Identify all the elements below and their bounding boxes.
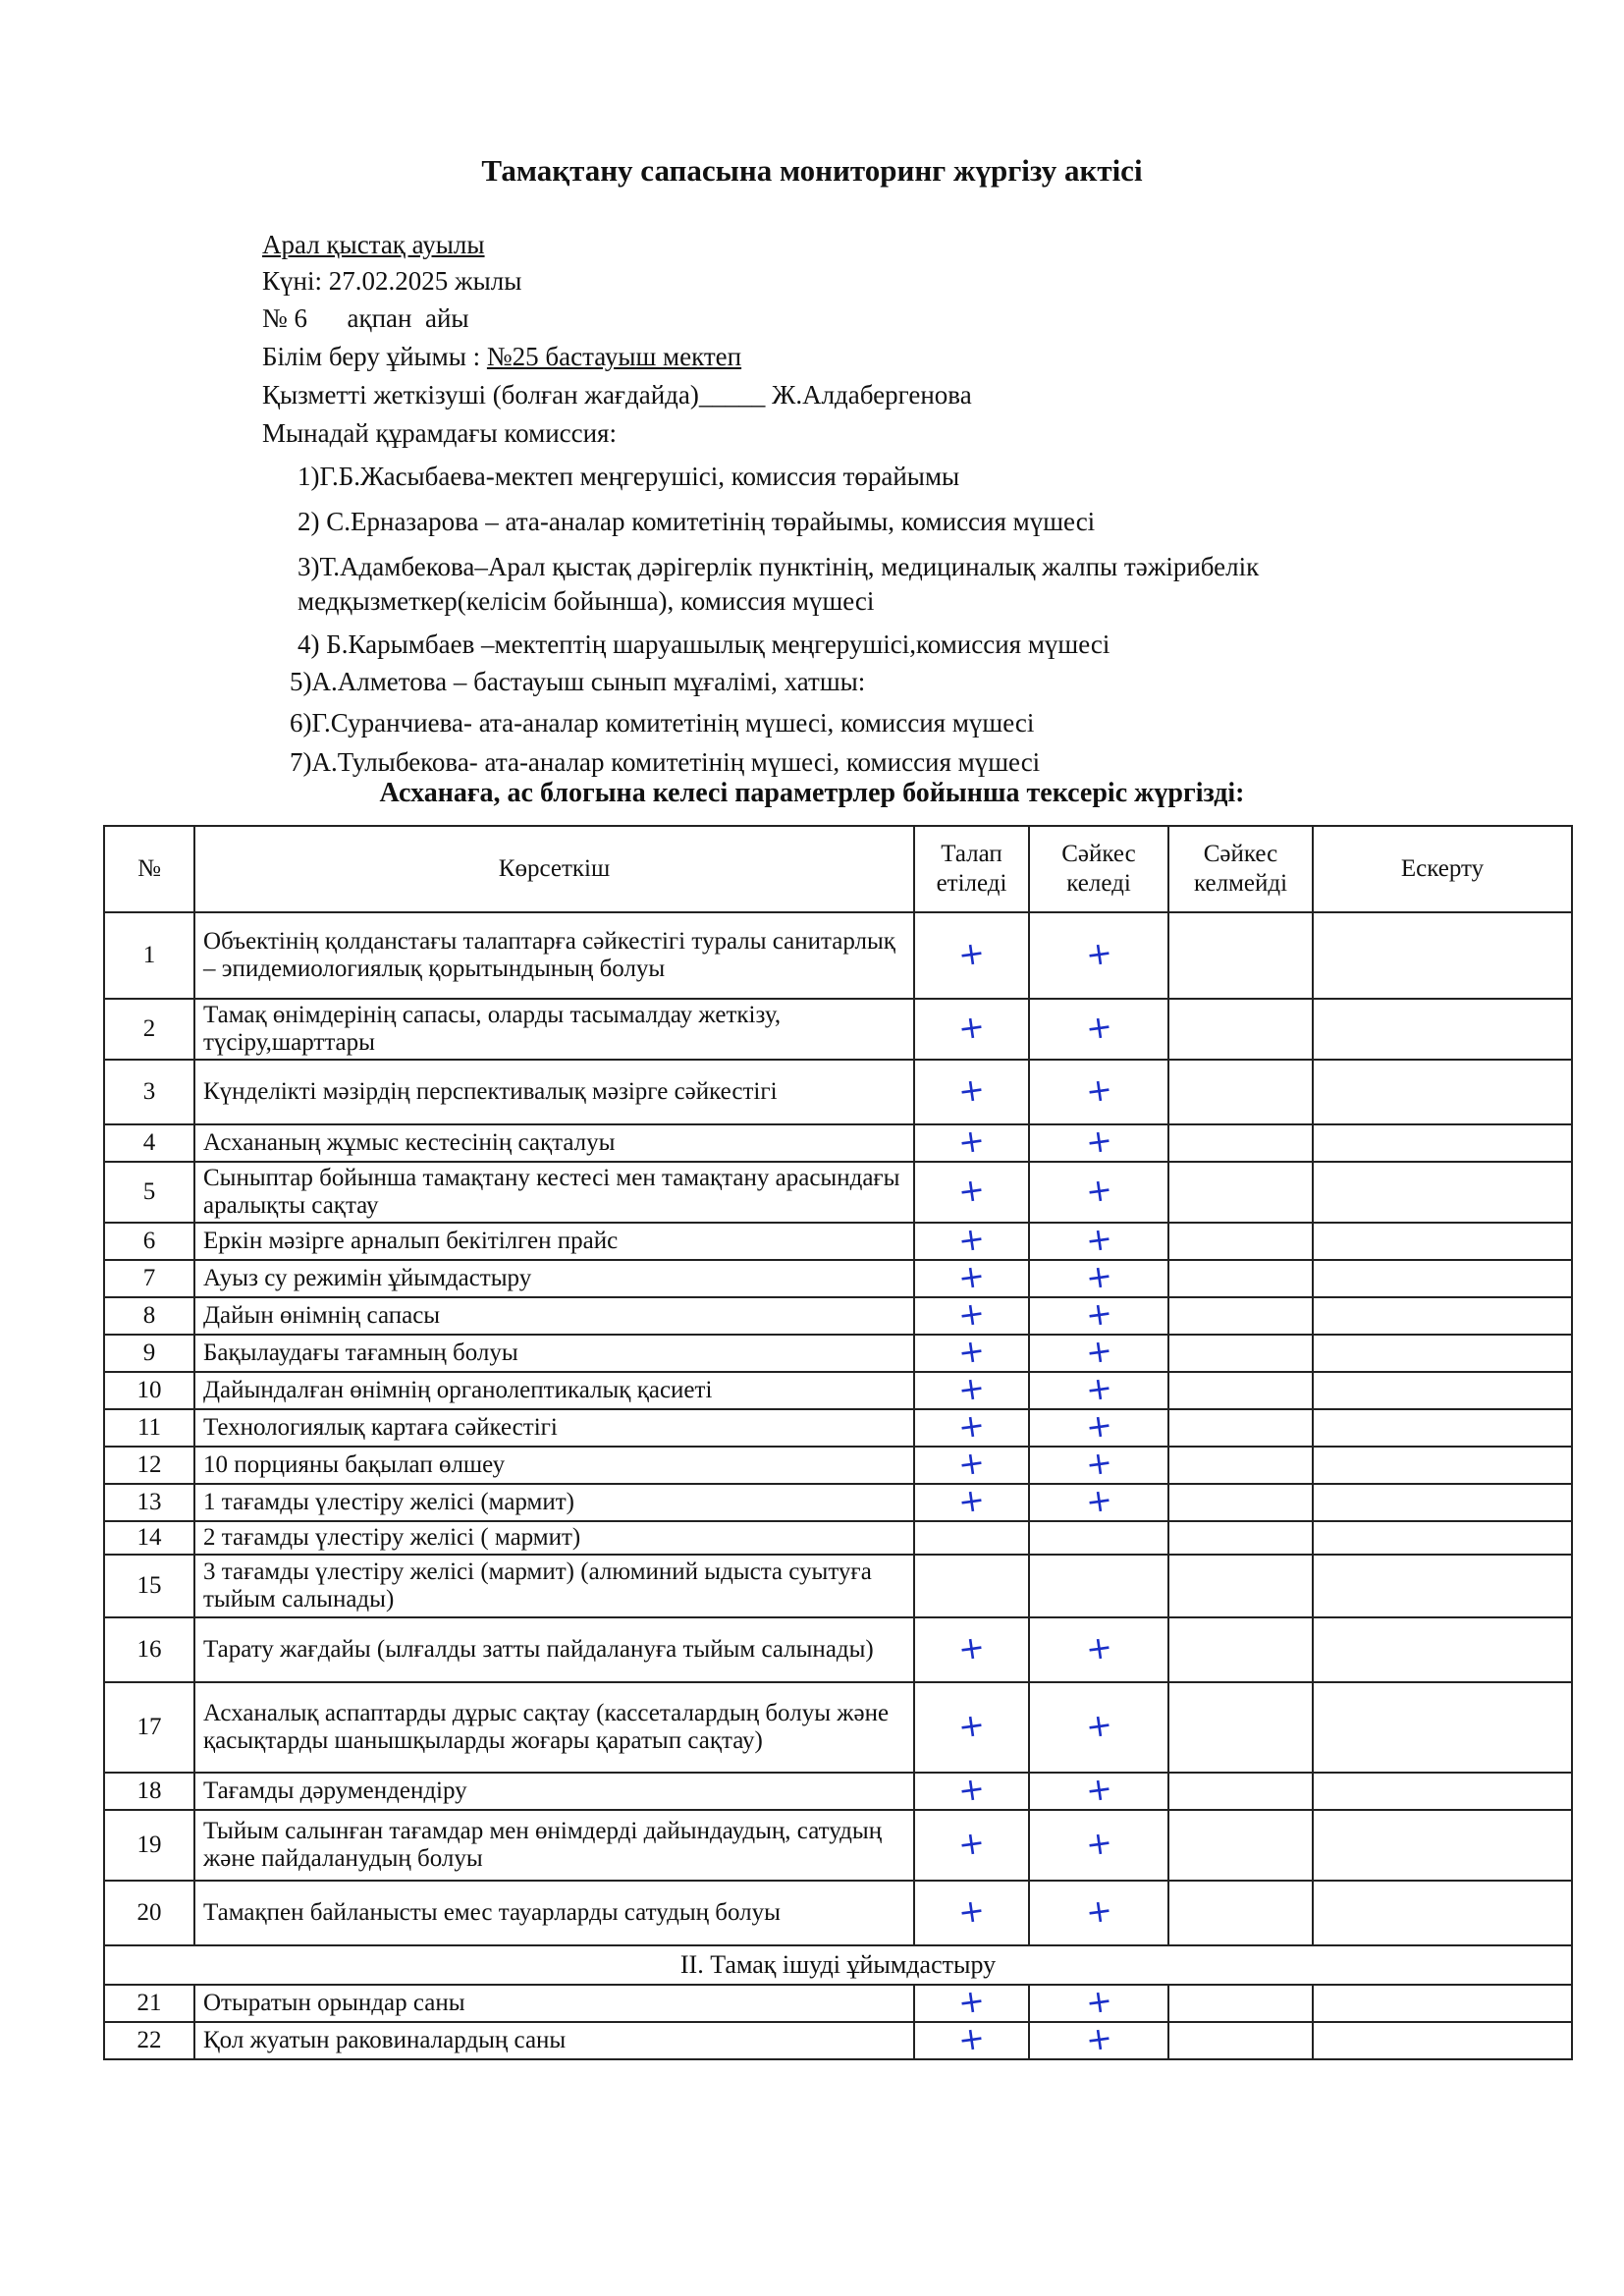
noncompliant-cell [1168,1810,1313,1881]
note-cell [1313,999,1572,1060]
indicator-text: Бақылаудағы тағамның болуы [194,1335,914,1372]
noncompliant-cell [1168,1447,1313,1484]
row-number: 4 [104,1124,194,1162]
handwritten-plus-mark: + [955,1823,988,1864]
commission-member: 6)Г.Суранчиева- ата-аналар комитетінің мүшесі, комиссия мүшесі [290,708,1035,738]
handwritten-plus-mark: + [1083,1331,1114,1372]
note-cell [1313,1223,1572,1260]
table-row [104,1060,1572,1124]
indicator-text: Технологиялық картаға сәйкестігі [194,1409,914,1447]
compliant-cell [1029,1555,1168,1617]
handwritten-plus-mark: + [1083,1823,1114,1864]
row-number: 20 [104,1881,194,1945]
required-cell [914,912,1029,999]
row-number: 13 [104,1484,194,1521]
table-row [104,1409,1572,1447]
note-cell [1313,1682,1572,1773]
note-cell [1313,1409,1572,1447]
compliant-cell [1029,999,1168,1060]
handwritten-plus-mark: + [1083,1705,1114,1746]
noncompliant-cell [1168,1881,1313,1945]
col-header-indicator: Көрсеткіш [194,826,914,912]
handwritten-plus-mark: + [1083,1627,1114,1668]
row-number: 2 [104,999,194,1060]
indicator-text: Дайындалған өнімнің органолептикалық қасиеті [194,1372,914,1409]
handwritten-plus-mark: + [955,1069,988,1111]
note-cell [1313,1162,1572,1223]
handwritten-plus-mark: + [1083,933,1114,974]
compliant-cell [1029,2018,1168,2059]
required-cell [914,1060,1029,1124]
commission-member: 3)Т.Адамбекова–Арал қыстақ дәрігерлік пунктінің, медициналық жалпы тәжірибелік [298,552,1260,581]
required-cell [914,1293,1029,1335]
noncompliant-cell [1168,1555,1313,1617]
table-row [104,1260,1572,1297]
required-cell [914,1981,1029,2022]
handwritten-plus-mark: + [1083,2018,1114,2059]
commission-member: 2) С.Ерназарова – ата-аналар комитетінің төрайымы, комиссия мүшесі [298,507,1096,536]
note-cell [1313,1773,1572,1810]
handwritten-plus-mark: + [955,1331,988,1372]
required-cell [914,1555,1029,1617]
handwritten-plus-mark: + [1083,1769,1114,1810]
noncompliant-cell [1168,912,1313,999]
handwritten-plus-mark: + [955,1443,988,1484]
indicator-text: Сыныптар бойынша тамақтану кестесі мен тамақтану арасындағы аралықты сақтау [194,1162,914,1223]
handwritten-plus-mark: + [955,1368,988,1409]
note-cell [1313,2022,1572,2059]
col-header-required: Талап етіледі [914,826,1029,912]
organization-line [262,341,741,372]
indicator-text: Тамақпен байланысты емес тауарларды сатудың болуы [194,1881,914,1945]
indicator-text: Отыратын орындар саны [194,1985,914,2022]
handwritten-plus-mark: + [955,933,988,974]
handwritten-plus-mark: + [955,1256,988,1297]
compliant-cell [1029,1769,1168,1810]
table-header-row [104,826,1572,912]
note-cell [1313,1335,1572,1372]
noncompliant-cell [1168,1521,1313,1555]
table-row [104,1335,1572,1372]
row-number: 15 [104,1555,194,1617]
table-row [104,1372,1572,1409]
indicator-text: Тыйым салынған тағамдар мен өнімдерді дайындаудың, сатудың және пайдаланудың болуы [194,1810,914,1881]
compliant-cell [1029,1256,1168,1297]
indicator-text: 2 тағамды үлестіру желісі ( мармит) [194,1521,914,1555]
handwritten-plus-mark: + [1083,1890,1114,1932]
row-number: 16 [104,1617,194,1682]
table-row [104,1773,1572,1810]
indicator-text: Тағамды дәрумендендіру [194,1773,914,1810]
handwritten-plus-mark: + [955,1627,988,1668]
row-number: 7 [104,1260,194,1297]
row-number: 14 [104,1521,194,1555]
required-cell [914,1162,1029,1223]
date-line: Күні: 27.02.2025 жылы [262,266,522,296]
noncompliant-cell [1168,1297,1313,1335]
handwritten-plus-mark: + [1083,1443,1114,1484]
organization-value: №25 бастауыш мектеп [486,342,742,371]
row-number: 17 [104,1682,194,1773]
noncompliant-cell [1168,1260,1313,1297]
handwritten-plus-mark: + [955,1121,988,1162]
row-number: 21 [104,1985,194,2022]
required-cell [914,1682,1029,1773]
indicator-text: Объектінің қолданстағы талаптарға сәйкестігі туралы санитарлық – эпидемиологиялық қорытындының болуы [194,912,914,999]
required-cell [914,1769,1029,1810]
inspection-heading: Асханаға, ас блогына келесі параметрлер бойынша тексеріс жүргізді: [379,778,1245,808]
indicator-text: Тарату жағдайы (ылғалды затты пайдалануға тыйым салынады) [194,1617,914,1682]
compliant-cell [1029,1293,1168,1335]
noncompliant-cell [1168,1162,1313,1223]
compliant-cell [1029,1219,1168,1260]
noncompliant-cell [1168,1484,1313,1521]
noncompliant-cell [1168,999,1313,1060]
required-cell [914,1121,1029,1162]
compliant-cell [1029,1617,1168,1682]
compliant-cell [1029,1121,1168,1162]
table-row [104,1162,1572,1223]
compliant-cell [1029,1443,1168,1484]
note-cell [1313,1810,1572,1881]
required-cell [914,1480,1029,1521]
compliant-cell [1029,1881,1168,1945]
noncompliant-cell [1168,1617,1313,1682]
handwritten-plus-mark: + [955,1405,988,1447]
indicator-text: Ауыз су режимін ұйымдастыру [194,1260,914,1297]
row-number: 1 [104,912,194,999]
handwritten-plus-mark: + [955,2018,988,2059]
number-line: № 6 ақпан айы [262,303,469,333]
commission-member: 5)А.Алметова – бастауыш сынып мұғалімі, хатшы: [290,667,866,696]
handwritten-plus-mark: + [955,1769,988,1810]
note-cell [1313,1521,1572,1555]
row-number: 8 [104,1297,194,1335]
note-cell [1313,1447,1572,1484]
handwritten-plus-mark: + [1083,1219,1114,1260]
required-cell [914,1219,1029,1260]
indicator-text: Қол жуатын раковиналардың саны [194,2022,914,2059]
indicator-text: Күнделікті мәзірдің перспективалық мәзірге сәйкестігі [194,1060,914,1124]
note-cell [1313,1124,1572,1162]
handwritten-plus-mark: + [955,1981,988,2022]
table-row [104,1985,1572,2022]
handwritten-plus-mark: + [955,1890,988,1932]
note-cell [1313,1060,1572,1124]
compliant-cell [1029,1405,1168,1447]
handwritten-plus-mark: + [1083,1121,1114,1162]
required-cell [914,1443,1029,1484]
handwritten-plus-mark: + [1083,1368,1114,1409]
indicator-text: 1 тағамды үлестіру желісі (мармит) [194,1484,914,1521]
row-number: 11 [104,1409,194,1447]
compliant-cell [1029,1682,1168,1773]
table-row [104,1297,1572,1335]
place-line: Арал қыстақ ауылы [262,230,485,259]
noncompliant-cell [1168,1682,1313,1773]
required-cell [914,1881,1029,1945]
row-number: 19 [104,1810,194,1881]
col-header-noncompliant: Сәйкес келмейді [1168,826,1313,912]
indicator-text: Дайын өнімнің сапасы [194,1297,914,1335]
row-number: 9 [104,1335,194,1372]
required-cell [914,1617,1029,1682]
note-cell [1313,1484,1572,1521]
indicator-text: 3 тағамды үлестіру желісі (мармит) (алюминий ыдыста суытуға тыйым салынады) [194,1555,914,1617]
note-cell [1313,1297,1572,1335]
row-number: 6 [104,1223,194,1260]
noncompliant-cell [1168,2022,1313,2059]
table-row [104,1223,1572,1260]
handwritten-plus-mark: + [955,1219,988,1260]
row-number: 5 [104,1162,194,1223]
note-cell [1313,1260,1572,1297]
table-row [104,912,1572,999]
table-row [104,999,1572,1060]
noncompliant-cell [1168,1985,1313,2022]
table-row [104,1484,1572,1521]
col-header-number: № [104,826,194,912]
noncompliant-cell [1168,1335,1313,1372]
commission-member: 7)А.Тулыбекова- ата-аналар комитетінің мүшесі, комиссия мүшесі [290,747,1041,777]
note-cell [1313,1617,1572,1682]
table-row [104,1521,1572,1555]
compliant-cell [1029,1368,1168,1409]
commission-member: 1)Г.Б.Жасыбаева-мектеп меңгерушісі, комиссия төрайымы [298,462,960,491]
handwritten-plus-mark: + [955,1705,988,1746]
organization-label: Білім беру ұйымы : [262,342,487,371]
compliant-cell [1029,1060,1168,1124]
noncompliant-cell [1168,1124,1313,1162]
required-cell [914,1331,1029,1372]
noncompliant-cell [1168,1223,1313,1260]
note-cell [1313,1555,1572,1617]
commission-label: Мынадай құрамдағы комиссия: [262,418,617,448]
document-title: Тамақтану сапасына мониторинг жүргізу актісі [481,153,1143,188]
section-2-title: II. Тамақ ішуді ұйымдастыру [104,1945,1572,1985]
handwritten-plus-mark: + [1083,1007,1114,1048]
row-number: 22 [104,2022,194,2059]
compliant-cell [1029,912,1168,999]
required-cell [914,1810,1029,1881]
compliant-cell [1029,1331,1168,1372]
row-number: 3 [104,1060,194,1124]
handwritten-plus-mark: + [1083,1069,1114,1111]
handwritten-plus-mark: + [1083,1405,1114,1447]
commission-member: медқызметкер(келісім бойынша), комиссия мүшесі [298,586,875,616]
commission-member: 4) Б.Карымбаев –мектептің шаруашылық меңгерушісі,комиссия мүшесі [298,629,1110,659]
indicator-text: Еркін мәзірге арналып бекітілген прайс [194,1223,914,1260]
handwritten-plus-mark: + [955,1480,988,1521]
required-cell [914,1521,1029,1555]
required-cell [914,2018,1029,2059]
compliant-cell [1029,1521,1168,1555]
handwritten-plus-mark: + [955,1170,988,1211]
required-cell [914,1368,1029,1409]
table-row [104,2022,1572,2059]
handwritten-plus-mark: + [955,1007,988,1048]
handwritten-plus-mark: + [1083,1981,1114,2022]
indicator-text: Асхананың жұмыс кестесінің сақталуы [194,1124,914,1162]
handwritten-plus-mark: + [955,1293,988,1335]
required-cell [914,1405,1029,1447]
supplier-line: Қызметті жеткізуші (болған жағдайда)_____ Ж.Алдабергенова [262,380,972,410]
col-header-compliant: Сәйкес келеді [1029,826,1168,912]
compliant-cell [1029,1480,1168,1521]
table-row [104,1617,1572,1682]
compliant-cell [1029,1162,1168,1223]
row-number: 10 [104,1372,194,1409]
handwritten-plus-mark: + [1083,1480,1114,1521]
compliant-cell [1029,1981,1168,2022]
noncompliant-cell [1168,1409,1313,1447]
indicator-text: Асханалық аспаптарды дұрыс сақтау (кассеталардың болуы және қасықтарды шанышқыларды жоғары қаратып сақтау) [194,1682,914,1773]
table-row [104,1555,1572,1617]
noncompliant-cell [1168,1060,1313,1124]
table-row [104,1124,1572,1162]
note-cell [1313,1372,1572,1409]
compliant-cell [1029,1810,1168,1881]
note-cell [1313,1881,1572,1945]
table-row [104,1682,1572,1773]
noncompliant-cell [1168,1372,1313,1409]
handwritten-plus-mark: + [1083,1256,1114,1297]
noncompliant-cell [1168,1773,1313,1810]
table-row [104,1810,1572,1881]
table-row [104,1447,1572,1484]
handwritten-plus-mark: + [1083,1293,1114,1335]
section-row [104,1945,1572,1985]
indicator-text: 10 порцияны бақылап өлшеу [194,1447,914,1484]
note-cell [1313,912,1572,999]
row-number: 18 [104,1773,194,1810]
table-row [104,1881,1572,1945]
required-cell [914,999,1029,1060]
indicator-text: Тамақ өнімдерінің сапасы, оларды тасымалдау жеткізу, түсіру,шарттары [194,999,914,1060]
col-header-note: Ескерту [1313,826,1572,912]
required-cell [914,1256,1029,1297]
row-number: 12 [104,1447,194,1484]
handwritten-plus-mark: + [1083,1170,1114,1211]
note-cell [1313,1985,1572,2022]
monitoring-table [103,825,1573,2060]
